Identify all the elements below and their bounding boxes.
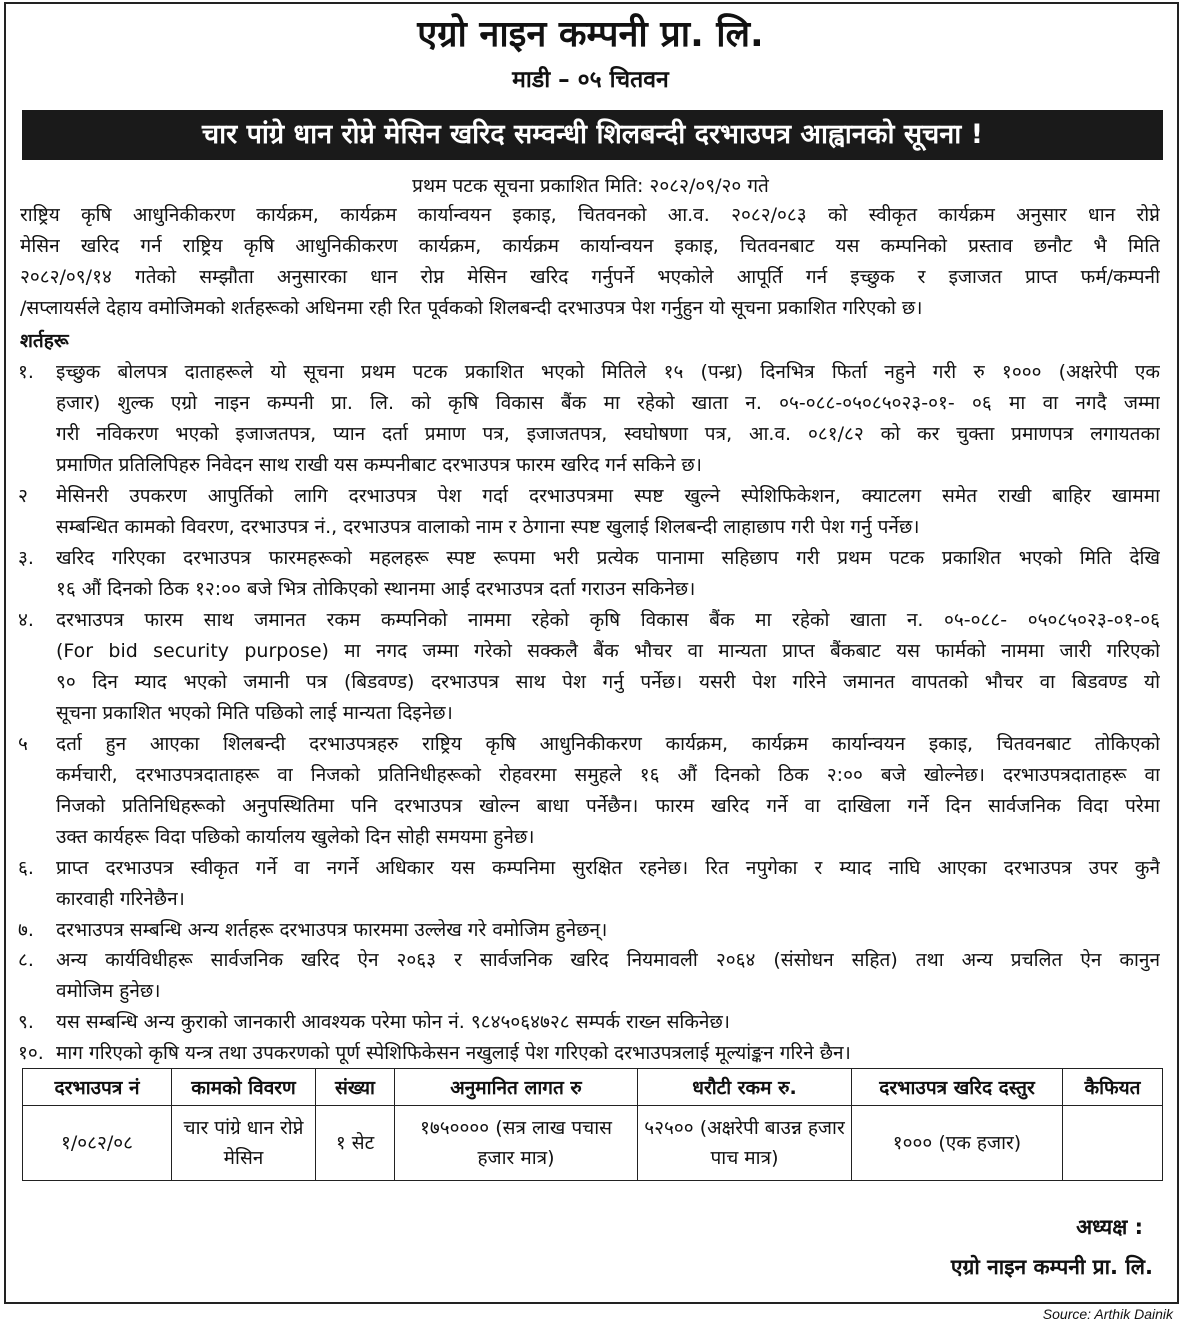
condition-item (18, 605, 1160, 729)
text-line: वमोजिम हुनेछ। (56, 980, 161, 1002)
condition-number: ८. (18, 949, 34, 971)
bid-table (22, 1068, 1163, 1181)
condition-number: ३. (18, 547, 34, 569)
condition-text (56, 853, 1160, 915)
col-header: अनुमानित लागत रु (395, 1069, 638, 1106)
publish-date: प्रथम पटक सूचना प्रकाशित मिति: २०८२/०९/२० गते (412, 175, 769, 197)
cell-estimated-cost: १७५०००० (सत्र लाख पचास हजार मात्र) (395, 1106, 638, 1181)
text-line: राष्ट्रिय कृषि आधुनिकीकरण कार्यक्रम, कार्यक्रम कार्यान्वयन इकाइ, चितवनको आ.व. २०८२/०८३ को स्वीकृत कार्यक्रम अनुसार धान रोप्ने (20, 204, 1160, 226)
condition-item (18, 729, 1160, 853)
conditions-heading: शर्तहरू (20, 330, 69, 352)
text-line: दरभाउपत्र फारम साथ जमानत रकम कम्पनिको नाममा रहेको कृषि विकास बैंक मा रहेको खाता न. ०५-०८८- ०५०८५०२३-०१-०६ (56, 609, 1160, 631)
text-line: उक्त कार्यहरू विदा पछिको कार्यालय खुलेको दिन सोही समयमा हुनेछ। (56, 826, 535, 848)
table-header-row (23, 1069, 1163, 1106)
condition-item (18, 1038, 1160, 1069)
text-line: ९० दिन म्याद भएको जमानी पत्र (बिडवण्ड) दरभाउपत्र साथ पेश गर्नु पर्नेछ। यसरी पेश गरिने जमानत वापतको भौचर वा बिडवण्ड यो (56, 671, 1160, 693)
cell-remarks (1063, 1106, 1163, 1181)
source-credit: Source: Arthik Dainik (1042, 1306, 1173, 1322)
condition-item (18, 357, 1160, 481)
condition-number: ७. (18, 919, 34, 941)
condition-number: ५ (18, 733, 28, 755)
condition-number: १. (18, 361, 34, 383)
signatory-title: अध्यक्ष : (1076, 1215, 1143, 1239)
cell-fee: १००० (एक हजार) (852, 1106, 1063, 1181)
col-header: संख्या (316, 1069, 395, 1106)
text-line: हजार) शुल्क एग्रो नाइन कम्पनी प्रा. लि. को कृषि विकास बैंक मा रहेको खाता न. ०५-०८८-०५०८५०२३-०१- ०६ मा वा नगदै जम्मा (56, 392, 1160, 414)
text-line: प्रमाणित प्रतिलिपिहरु निवेदन साथ राखी यस कम्पनीबाट दरभाउपत्र फारम खरिद गर्न सकिने छ। (56, 454, 702, 476)
text-line: २०८२/०९/१४ गतेको सम्झौता अनुसारका धान रोप्न मेसिन खरिद गर्नुपर्ने भएकोले आपूर्ति गर्न इच्छुक र इजाजत प्राप्त फर्म/कम्पनी (20, 266, 1160, 288)
condition-number: ९. (18, 1011, 34, 1033)
condition-text (56, 1038, 1160, 1069)
text-line: यस सम्बन्धि अन्य कुराको जानकारी आवश्यक परेमा फोन नं. ९८४५०६४७२८ सम्पर्क राख्न सकिनेछ। (56, 1011, 730, 1033)
text-line: इच्छुक बोलपत्र दाताहरूले यो सूचना प्रथम पटक प्रकाशित भएको मितिले १५ (पन्ध्र) दिनभित्र फिर्ता नहुने गरी रु १००० (अक्षरेपी एक (56, 361, 1160, 383)
text-line: खरिद गरिएका दरभाउपत्र फारमहरूको महलहरू स्पष्ट रूपमा भरी प्रत्येक पानामा सहिछाप गरी प्रथम पटक प्रकाशित भएको मिति देखि (56, 547, 1160, 569)
condition-number: ४. (18, 609, 34, 631)
company-address: माडी – ०५ चितवन (512, 67, 669, 93)
condition-number: ६. (18, 857, 34, 879)
condition-number: १०. (18, 1042, 44, 1064)
condition-item (18, 1007, 1160, 1038)
signatory-company: एग्रो नाइन कम्पनी प्रा. लि. (950, 1255, 1153, 1279)
condition-text (56, 729, 1160, 853)
intro-paragraph (20, 200, 1160, 324)
text-line: मेसिनरी उपकरण आपुर्तिको लागि दरभाउपत्र पेश गर्दा दरभाउपत्रमा स्पष्ट खुल्ने स्पेशिफिकेशन, क्याटलग समेत राखी बाहिर खाममा (56, 485, 1160, 507)
cell-description: चार पांग्रे धान रोप्ने मेसिन (172, 1106, 316, 1181)
condition-text (56, 357, 1160, 481)
condition-text (56, 543, 1160, 605)
condition-text (56, 605, 1160, 729)
condition-number: २ (18, 485, 28, 507)
text-line: दरभाउपत्र सम्बन्धि अन्य शर्तहरू दरभाउपत्र फारममा उल्लेख गरे वमोजिम हुनेछन्। (56, 919, 608, 941)
company-name: एग्रो नाइन कम्पनी प्रा. लि. (417, 14, 764, 55)
text-line: सम्बन्धित कामको विवरण, दरभाउपत्र नं., दरभाउपत्र वालाको नाम र ठेगाना स्पष्ट खुलाई शिलबन्दी लाहाछाप गरी पेश गर्नु पर्नेछ। (56, 516, 920, 538)
col-header: धरौटी रकम रु. (638, 1069, 852, 1106)
condition-item (18, 915, 1160, 946)
cell-deposit: ५२५०० (अक्षरेपी बाउन्न हजार पाच मात्र) (638, 1106, 852, 1181)
table-row (23, 1106, 1163, 1181)
col-header: दरभाउपत्र खरिद दस्तुर (852, 1069, 1063, 1106)
text-line: दर्ता हुन आएका शिलबन्दी दरभाउपत्रहरु राष्ट्रिय कृषि आधुनिकीकरण कार्यक्रम, कार्यक्रम कार्यान्वयन इकाइ, चितवनबाट तोकिएको (56, 733, 1160, 755)
notice-banner: चार पांग्रे धान रोप्ने मेसिन खरिद सम्वन्धी शिलबन्दी दरभाउपत्र आह्वानको सूचना ! (22, 110, 1163, 160)
text-line: अन्य कार्यविधीहरू सार्वजनिक खरिद ऐन २०६३ र सार्वजनिक खरिद नियमावली २०६४ (संसोधन सहित) तथा अन्य प्रचलित ऐन कानुन (56, 949, 1160, 971)
text-line: गरी नविकरण भएको इजाजतपत्र, प्यान दर्ता प्रमाण पत्र, इजाजतपत्र, स्वघोषणा पत्र, आ.व. ०८१/८२ को कर चुक्ता प्रमाणपत्र लगायतका (56, 423, 1160, 445)
condition-item (18, 481, 1160, 543)
condition-item (18, 945, 1160, 1007)
condition-text (56, 481, 1160, 543)
col-header: दरभाउपत्र नं (23, 1069, 172, 1106)
text-line: प्राप्त दरभाउपत्र स्वीकृत गर्ने वा नगर्ने अधिकार यस कम्पनिमा सुरक्षित रहनेछ। रित नपुगेका र म्याद नाघि आएका दरभाउपत्र उपर कुनै (56, 857, 1160, 879)
condition-item (18, 853, 1160, 915)
col-header: कामको विवरण (172, 1069, 316, 1106)
cell-quantity: १ सेट (316, 1106, 395, 1181)
condition-text (56, 915, 1160, 946)
col-header: कैफियत (1063, 1069, 1163, 1106)
condition-text (56, 1007, 1160, 1038)
text-line: कारवाही गरिनेछैन। (56, 888, 185, 910)
text-line: १६ औं दिनको ठिक १२:०० बजे भित्र तोकिएको स्थानमा आई दरभाउपत्र दर्ता गराउन सकिनेछ। (56, 578, 696, 600)
cell-bid-no: १/०८२/०८ (23, 1106, 172, 1181)
condition-text (56, 945, 1160, 1007)
text-line: मेसिन खरिद गर्न राष्ट्रिय कृषि आधुनिकीकरण कार्यक्रम, कार्यक्रम कार्यान्वयन इकाइ, चितवनबाट यस कम्पनिको प्रस्ताव छनौट भै मिति (20, 235, 1160, 257)
condition-item (18, 543, 1160, 605)
text-line: (For bid security purpose) मा नगद जम्मा गरेको सक्कलै बैंक भौचर वा मान्यता प्राप्त बैंकबाट यस फार्मको नाममा जारी गरिएको (56, 640, 1160, 662)
text-line: माग गरिएको कृषि यन्त्र तथा उपकरणको पूर्ण स्पेशिफिकेसन नखुलाई पेश गरिएको दरभाउपत्रलाई मूल्यांङ्कन गरिने छैन। (56, 1042, 851, 1064)
text-line: निजको प्रतिनिधिहरूको अनुपस्थितिमा पनि दरभाउपत्र खोल्न बाधा पर्नेछैन। फारम खरिद गर्ने वा दाखिला गर्ने दिन सार्वजनिक विदा परेमा (56, 795, 1160, 817)
text-line: सूचना प्रकाशित भएको मिति पछिको लाई मान्यता दिइनेछ। (56, 702, 453, 724)
text-line: कर्मचारी, दरभाउपत्रदाताहरू वा निजको प्रतिनिधीहरूको रोहवरमा समुहले १६ औं दिनको ठिक २:०० बजे खोल्नेछ। दरभाउपत्रदाताहरू वा (56, 764, 1160, 786)
text-line: /सप्लायर्सले देहाय वमोजिमको शर्तहरूको अधिनमा रही रित पूर्वकको शिलबन्दी दरभाउपत्र पेश गर्नुहुन यो सूचना प्रकाशित गरिएको छ। (20, 297, 923, 319)
